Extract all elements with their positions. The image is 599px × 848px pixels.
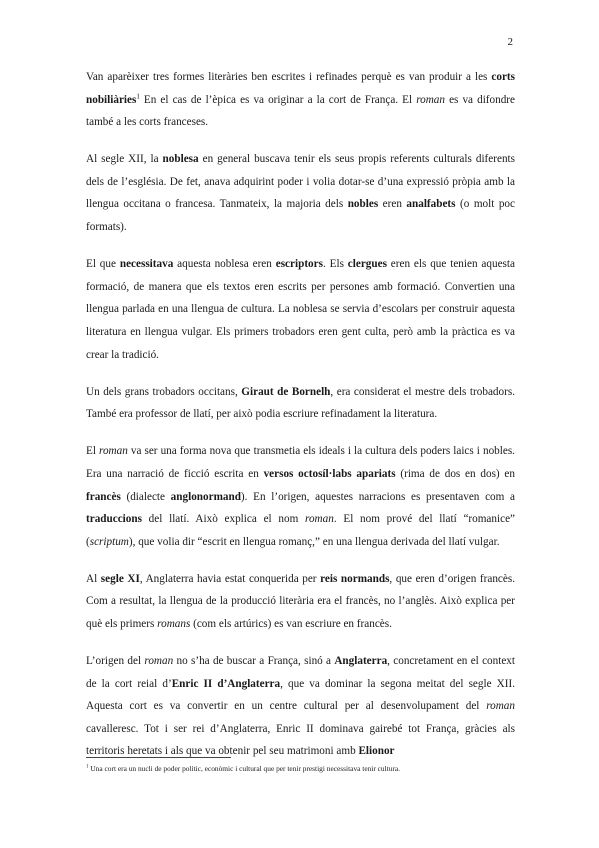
text-run: , Anglaterra havia estat conquerida per	[139, 572, 321, 585]
text-run: eren	[378, 198, 407, 211]
text-run: eren els que tenien aquesta formació, de manera que els textos eren escrits per persones amb formació. Convertien una llengua parlada en una llengua de cultura. La noblesa se servia d’escolars per construir aquesta literatura en llengua vulgar. Els primers trobadors eren gent culta, però amb la pràctica es va crear la tradició.	[86, 258, 515, 361]
text-run: ), que volia dir “escrit en llengua romanç,” en una llengua derivada del llatí vulgar.	[128, 535, 500, 548]
text-run: es va difondre també a les corts franceses.	[86, 93, 515, 129]
bold-text: analfabets	[406, 198, 456, 211]
text-run: En el cas de l’èpica es va originar a la cort de França. El	[139, 93, 417, 106]
bold-text: nobles	[347, 198, 379, 211]
text-run: , concretament en el context de la cort reial d’	[86, 655, 515, 690]
footnote	[86, 764, 526, 774]
text-run: , que eren d’origen francès. Com a resultat, la llengua de la producció literària era el francès, no l’anglès. Això explica per què els primers	[86, 572, 516, 630]
text-run: cavalleresc. Tot i ser rei d’Anglaterra, Enric II dominava gairebé tot França, gràcies als territoris heretats i als que va obtenir pel seu matrimoni amb	[86, 722, 515, 758]
footnote-separator	[86, 757, 231, 758]
text-run: (o molt poc formats).	[86, 198, 515, 234]
bold-text: noblesa	[162, 153, 199, 166]
bold-text: segle XI	[100, 572, 140, 585]
text-run: Al	[86, 572, 101, 585]
footnote-text: Una cort era un nucli de poder polític, econòmic i cultural que per tenir prestigi necessitava tenir cultura.	[88, 764, 401, 773]
text-run: , era considerat el mestre dels trobadors. També era professor de llatí, per això podia escriure refinadament la literatura.	[86, 385, 515, 421]
text-run: El que	[86, 258, 120, 271]
bold-text: versos octosíl·labs apariats	[263, 467, 396, 480]
italic-text: roman	[144, 655, 174, 668]
text-run: L’origen del	[86, 655, 145, 668]
paragraph	[86, 568, 515, 636]
paragraph	[86, 381, 515, 426]
text-run: en general buscava tenir els seus propis referents culturals diferents dels de l’església. De fet, anava adquirint poder i volia dotar-se d’una expressió pròpia amb la llengua occitana o francesa. Tanmateix, la majoria dels	[86, 153, 515, 211]
paragraph	[86, 650, 515, 763]
paragraph	[86, 440, 515, 553]
italic-text: roman	[486, 700, 515, 713]
text-run: (rima de dos en dos) en	[395, 467, 515, 480]
paragraph	[86, 66, 515, 134]
text-run: del llatí. Això explica el nom	[141, 513, 306, 526]
bold-text: Anglaterra	[334, 655, 388, 668]
bold-text: Elionor	[358, 745, 395, 758]
italic-text: roman	[99, 445, 128, 458]
text-run: . El nom prové del llatí “romanice” (	[86, 513, 515, 548]
footnote-reference: 1	[136, 91, 140, 100]
text-run: , que va dominar la segona meitat del segle XII. Aquesta cort es va convertir en un centre cultural per al desenvolupament del	[86, 677, 516, 713]
bold-text: reis normands	[320, 572, 390, 585]
text-run: Un dels grans trobadors occitans,	[86, 385, 242, 398]
text-run: (dialecte	[120, 490, 171, 503]
bold-text: escriptors	[275, 258, 323, 271]
bold-text: necessitava	[119, 258, 174, 271]
italic-text: scriptum	[89, 535, 129, 548]
bold-text: traduccions	[86, 513, 142, 526]
text-run: no s’ha de buscar a França, sinó a	[173, 655, 335, 668]
text-run: El	[86, 445, 99, 458]
bold-text: corts nobiliàries	[86, 71, 515, 106]
bold-text: anglonormand	[170, 490, 241, 503]
page-number: 2	[507, 36, 513, 48]
body-text	[86, 66, 515, 778]
paragraph	[86, 253, 515, 366]
text-run: aquesta noblesa eren	[173, 258, 276, 271]
footnote-marker: 1	[86, 764, 89, 770]
text-run: . Els	[322, 258, 348, 271]
text-run: va ser una forma nova que transmetia els ideals i la cultura dels poders laics i nobles. Era una narració de ficció escrita en	[86, 445, 515, 480]
italic-text: romans	[157, 617, 191, 630]
text-run: (com els artúrics) es van escriure en francès.	[190, 617, 392, 630]
bold-text: francès	[86, 490, 121, 503]
text-run: ). En l’origen, aquestes narracions es presentaven com a	[240, 490, 515, 503]
text-run: Al segle XII, la	[86, 153, 163, 166]
text-run: Van aparèixer tres formes literàries ben escrites i refinades perquè es van produir a les	[86, 71, 492, 83]
italic-text: roman	[416, 93, 445, 106]
bold-text: clergues	[347, 258, 387, 271]
paragraph	[86, 148, 515, 238]
italic-text: roman	[305, 513, 334, 526]
bold-text: Giraut de Bornelh	[241, 385, 331, 398]
bold-text: Enric II d’Anglaterra	[171, 677, 281, 690]
